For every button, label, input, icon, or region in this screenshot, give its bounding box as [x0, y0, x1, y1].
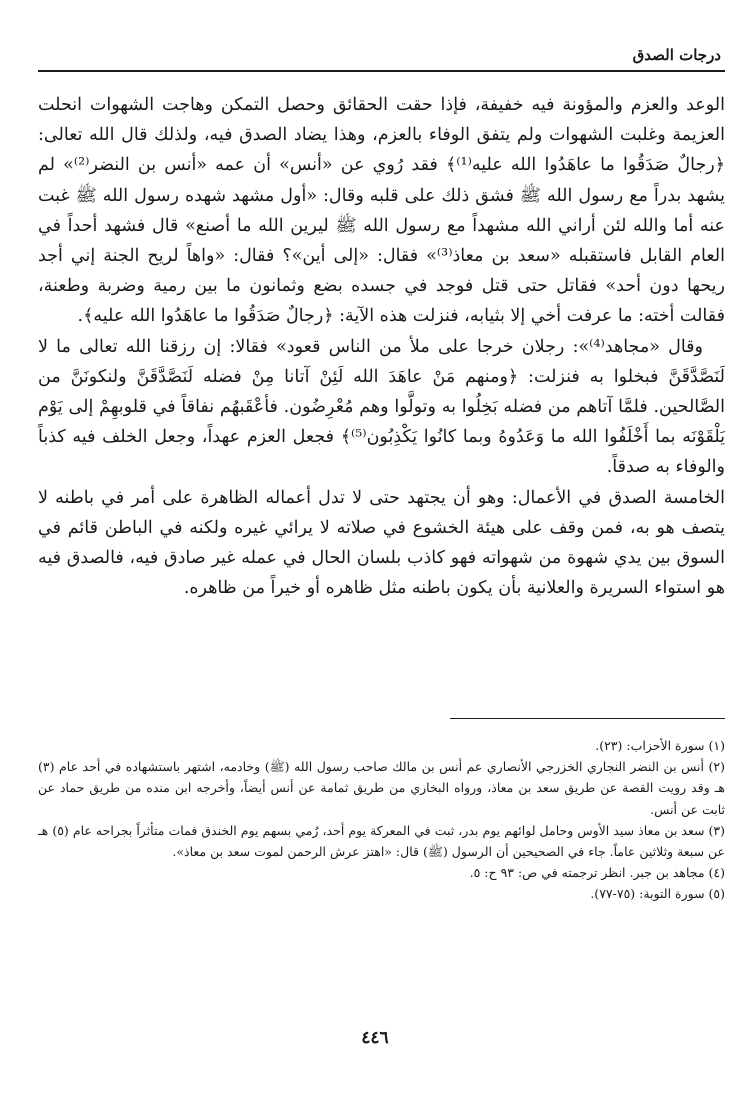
chapter-title: درجات الصدق — [632, 46, 721, 64]
body-paragraph: الخامسة الصدق في الأعمال: وهو أن يجتهد حتى لا تدل أعماله الظاهرة على أمر في باطنه لا يتصف هو به، فمن وقف على هيئة الخشوع في صلاته لا يرائي غيره ولكنه في الباطن قائم في السوق بين يدي شهوة من شهواته فهو كاذب بلسان الحال في عمله غير صادق فيه، فالصدق فيه هو استواء السريرة والعلانية بأن يكون باطنه مثل ظاهره أو خيراً من ظاهره. — [38, 487, 725, 599]
body-paragraph: وقال «مجاهد⁽⁴⁾»: رجلان خرجا على ملأ من الناس قعود» فقالا: إن رزقنا الله تعالى ما لا لَنَصَّدَّقَنَّ فبخلوا به فنزلت: ﴿ومنهم مَنْ عاهَدَ الله لَئِنْ آتانا مِنْ فضله لَنَصَّدَّقَنَّ ولنكونَنَّ من الصَّالحين. فلمَّا آتاهم من فضله بَخِلُوا به وتولَّوا وهم مُعْرِضُون. فأعْقَبهُم نفاقاً في قلوبهِمْ إلى يَوْم يَلْقَوْنَه بما أَخْلَفُوا الله ما وَعَدُوهُ وبما كانُوا يَكْذِبُون⁽⁵⁾﴾ فجعل العزم عهداً، وجعل الخلف فيه كذباً والوفاء به صدقاً. — [38, 336, 726, 478]
footnotes — [38, 735, 725, 905]
page-number: ٤٤٦ — [361, 1028, 389, 1048]
running-header — [38, 30, 725, 72]
footnote-item: (٣) سعد بن معاذ سيد الأوس وحامل لوائهم يوم بدر، ثبت في المعركة يوم أحد، رُمي بسهم يوم الخندق فمات متأثراً بجراحه عام (٥) هـ عن سبعة وثلاثين عاماً. جاء في الصحيحين أن الرسول (ﷺ) قال: «اهتز عرش الرحمن لموت سعد بن معاذ». — [38, 822, 726, 860]
footnote-item: (٤) مجاهد بن جبر. انظر ترجمته في ص: ٩٣ ح: ٥. — [469, 865, 725, 881]
main-text — [38, 90, 725, 603]
footnote-item: (١) سورة الأحزاب: (٢٣). — [595, 738, 725, 753]
footnote-item: (٥) سورة التوبة: (٧٥-٧٧). — [590, 886, 725, 902]
body-paragraph: الوعد والعزم والمؤونة فيه خفيفة، فإذا حقت الحقائق وحصل التمكن وهاجت الشهوات انحلت العزيمة وغلبت الشهوات ولم يتفق الوفاء بالعزم، وهذا يضاد الصدق فيه، ولذلك قال الله تعالى: ﴿رجالٌ صَدَقُوا ما عاهَدُوا الله عليه⁽¹⁾﴾ فقد رُوي عن «أنس» أن عمه «أنس بن النضر⁽²⁾» لم يشهد بدراً مع رسول الله ﷺ فشق ذلك على قلبه وقال: «أول مشهد شهده رسول الله ﷺ غبت عنه أما والله لئن أراني الله مشهداً مع رسول الله ﷺ ليرين الله ما أصنع» قال فشهد أحداً في العام القابل فاستقبله «سعد بن معاذ⁽³⁾» فقال: «إلى أين»؟ فقال: «واهاً لريح الجنة إني أجد ريحها دون أحد» فقاتل حتى قتل فوجد في جسده بضع وثمانون ما بين رمية وضربة وطعنة، فقالت أخته: ما عرفت أخي إلا بثيابه، فنزلت هذه الآية: ﴿رجالٌ صَدَقُوا ما عاهَدُوا الله عليه﴾. — [38, 95, 725, 327]
footnote-separator — [450, 718, 725, 719]
footnote-item: (٢) أنس بن النضر النجاري الخزرجي الأنصاري عم أنس بن مالك صاحب رسول الله (ﷺ) وخادمه، اشتهر باستشهاده في أحد عام (٣) هـ وقد رويت القصة عن طريق سعد بن معاذ، ورواه البخاري من طريق ثمامة عن أنس أيضاً، وأخرجه ابن منده من طريق حماد عن ثابت عن أنس. — [38, 759, 725, 817]
